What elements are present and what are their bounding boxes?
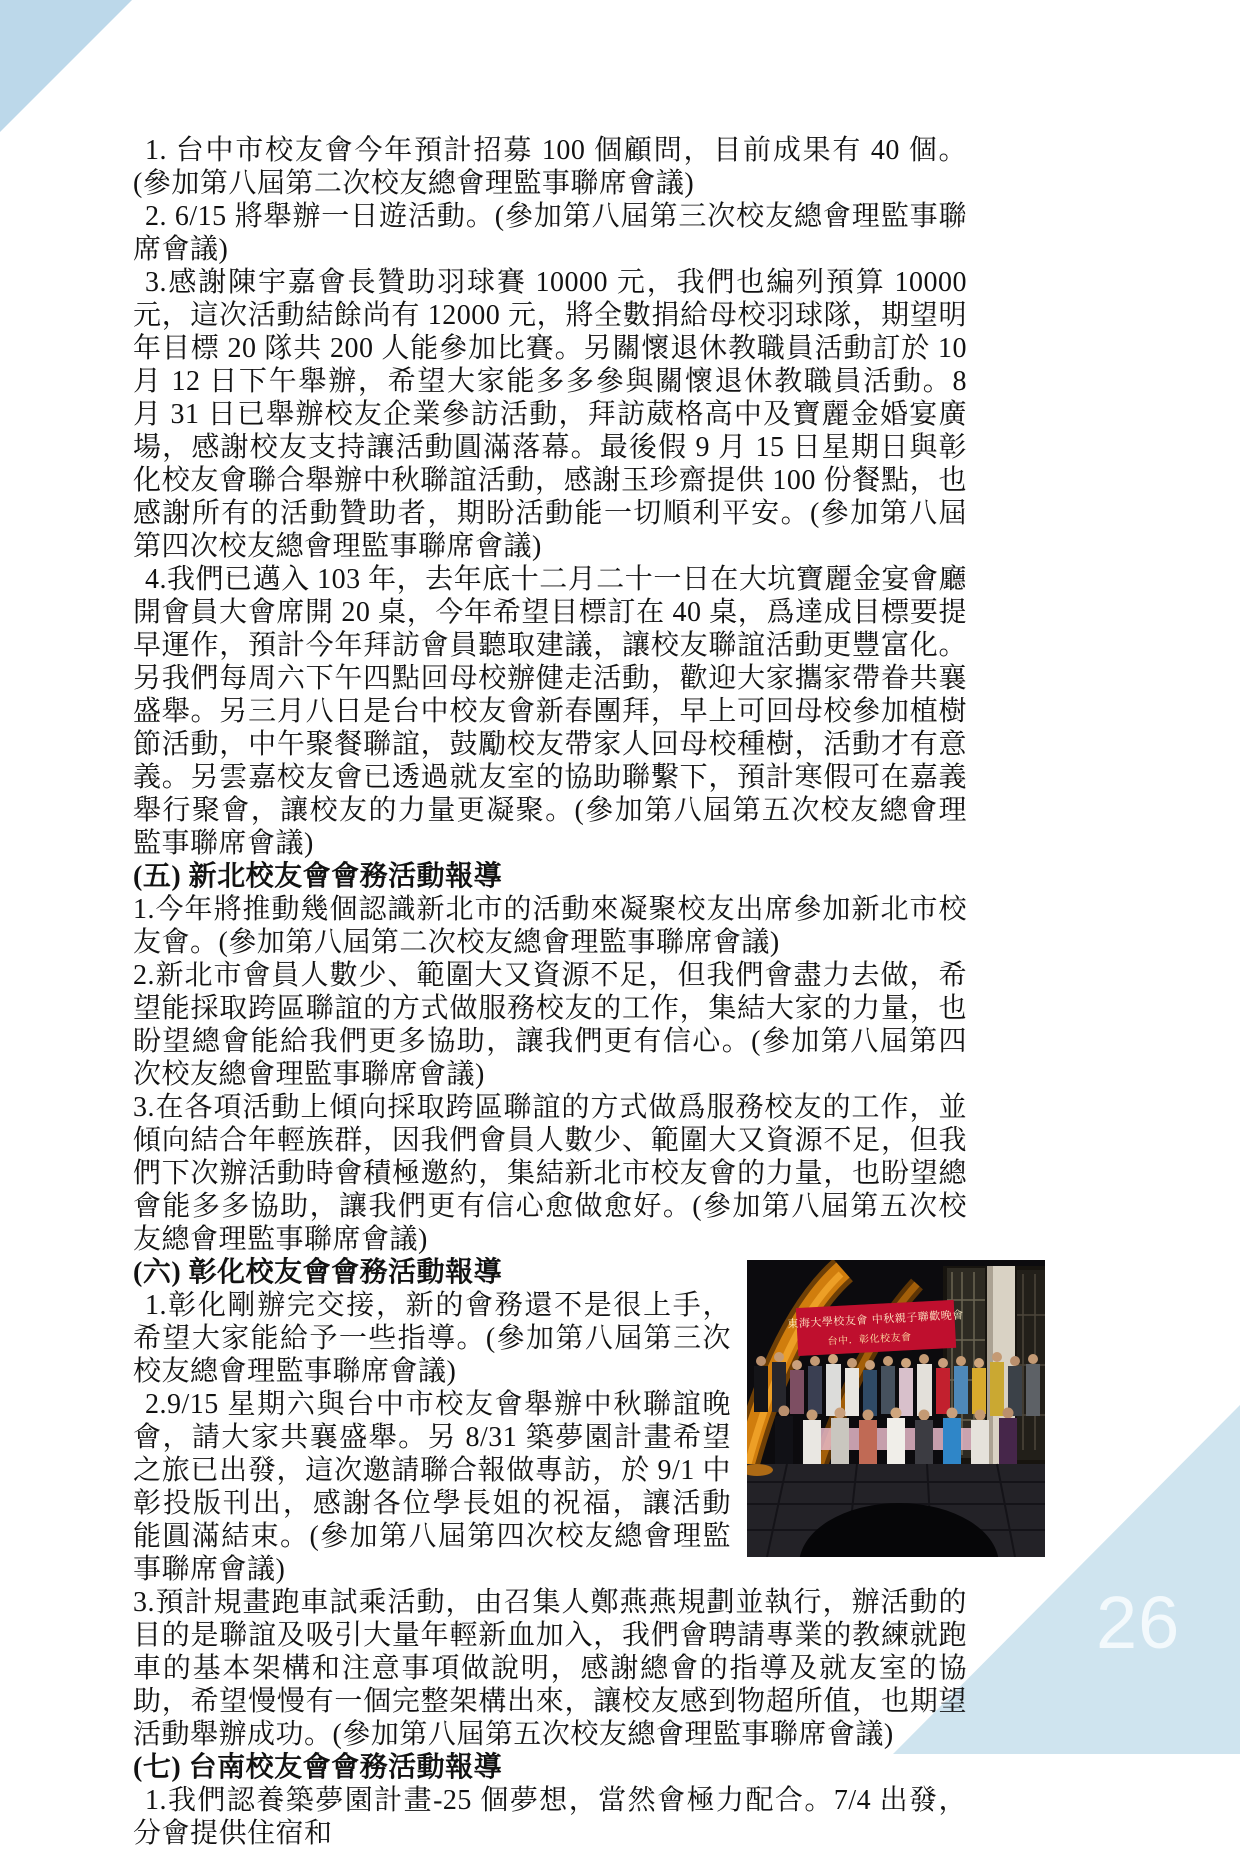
paragraph: 2. 6/15 將舉辦一日遊活動。(參加第八屆第三次校友總會理監事聯席會議) [133,201,967,265]
paragraph: 3.在各項活動上傾向採取跨區聯誼的方式做爲服務校友的工作，並傾向結合年輕族群，因我們會員人數少、範圍大又資源不足，但我們下次辦活動時會積極邀約，集結新北市校友會的力量，也盼望總會能多多協助，讓我們更有信心愈做愈好。(參加第八屆第五次校友總會理監事聯席會議) [133,1092,967,1255]
section-heading-6: (六) 彰化校友會會務活動報導 [133,1257,503,1288]
paragraph: 3.感謝陳宇嘉會長贊助羽球賽 10000 元，我們也編列預算 10000 元，這次活動結餘尚有 12000 元，將全數捐給母校羽球隊，期望明年目標 20 隊共 200 人能參加比賽。另關懷退休教職員活動訂於 10 月 12 日下午舉辦，希望大家能多多參與關懷退休教職員活動。8 月 31 日已舉辦校友企業參訪活動，拜訪葳格高中及寶麗金婚宴廣場，感謝校友支持讓活動圓滿落幕。最後假 9 月 15 日星期日與彰化校友會聯合舉辦中秋聯誼活動，感謝玉珍齋提供 100 份餐點，也感謝所有的活動贊助者，期盼活動能一切順利平安。(參加第八屆第四次校友總會理監事聯席會議) [133,267,967,562]
banner-text-line1: 東海大學校友會 中秋親子聯歡晚會 [787,1308,965,1331]
paragraph: 1.我們認養築夢園計畫-25 個夢想，當然會極力配合。7/4 出發，分會提供住宿和 [133,1785,967,1849]
corner-triangle-top-left [0,0,132,132]
paragraph: 2.新北市會員人數少、範圍大又資源不足，但我們會盡力去做，希望能採取跨區聯誼的方式做服務校友的工作，集結大家的力量，也盼望總會能給我們更多協助，讓我們更有信心。(參加第八屆第四次校友總會理監事聯席會議) [133,960,967,1090]
group-photo [747,1260,1045,1557]
paragraph: 1. 台中市校友會今年預計招募 100 個顧問，目前成果有 40 個。(參加第八屆第二次校友總會理監事聯席會議) [133,135,967,199]
banner-text-line2: 台中．彰化校友會 [827,1332,912,1348]
paragraph: 1.彰化剛辦完交接，新的會務還不是很上手，希望大家能給予一些指導。(參加第八屆第三次校友總會理監事聯席會議) [133,1290,731,1387]
paragraph: 4.我們已邁入 103 年，去年底十二月二十一日在大坑寶麗金宴會廳開會員大會席開 20 桌，今年希望目標訂在 40 桌，爲達成目標要提早運作，預計今年拜訪會員聽取建議，讓校友聯誼活動更豐富化。另我們每周六下午四點回母校辦健走活動，歡迎大家攜家帶眷共襄盛舉。另三月八日是台中校友會新春團拜，早上可回母校參加植樹節活動，中午聚餐聯誼，鼓勵校友帶家人回母校種樹，活動才有意義。另雲嘉校友會已透過就友室的協助聯繫下，預計寒假可在嘉義舉行聚會，讓校友的力量更凝聚。(參加第八屆第五次校友總會理監事聯席會議) [133,564,967,859]
people-front-row [775,1406,1017,1469]
section-heading-5: (五) 新北校友會會務活動報導 [133,861,503,892]
paragraph: 2.9/15 星期六與台中市校友會舉辦中秋聯誼晚會，請大家共襄盛舉。另 8/31 築夢園計畫希望之旅已出發，這次邀請聯合報做專訪，於 9/1 中彰投版刊出，感謝各位學長姐的祝福，讓活動能圓滿結束。(參加第八屆第四次校友總會理監事聯席會議) [133,1389,731,1585]
document-body [133,134,967,1850]
section-heading-7: (七) 台南校友會會務活動報導 [133,1752,503,1783]
group-photo-image [747,1260,1045,1557]
paragraph: 1.今年將推動幾個認識新北市的活動來凝聚校友出席參加新北市校友會。(參加第八屆第二次校友總會理監事聯席會議) [133,894,967,958]
paragraph: 3.預計規畫跑車試乘活動，由召集人鄭燕燕規劃並執行，辦活動的目的是聯誼及吸引大量年輕新血加入，我們會聘請專業的教練就跑車的基本架構和注意事項做說明，感謝總會的指導及就友室的協助，希望慢慢有一個完整架構出來，讓校友感到物超所值，也期望活動舉辦成功。(參加第八屆第五次校友總會理監事聯席會議) [133,1587,967,1750]
page-number: 26 [1096,1581,1181,1664]
